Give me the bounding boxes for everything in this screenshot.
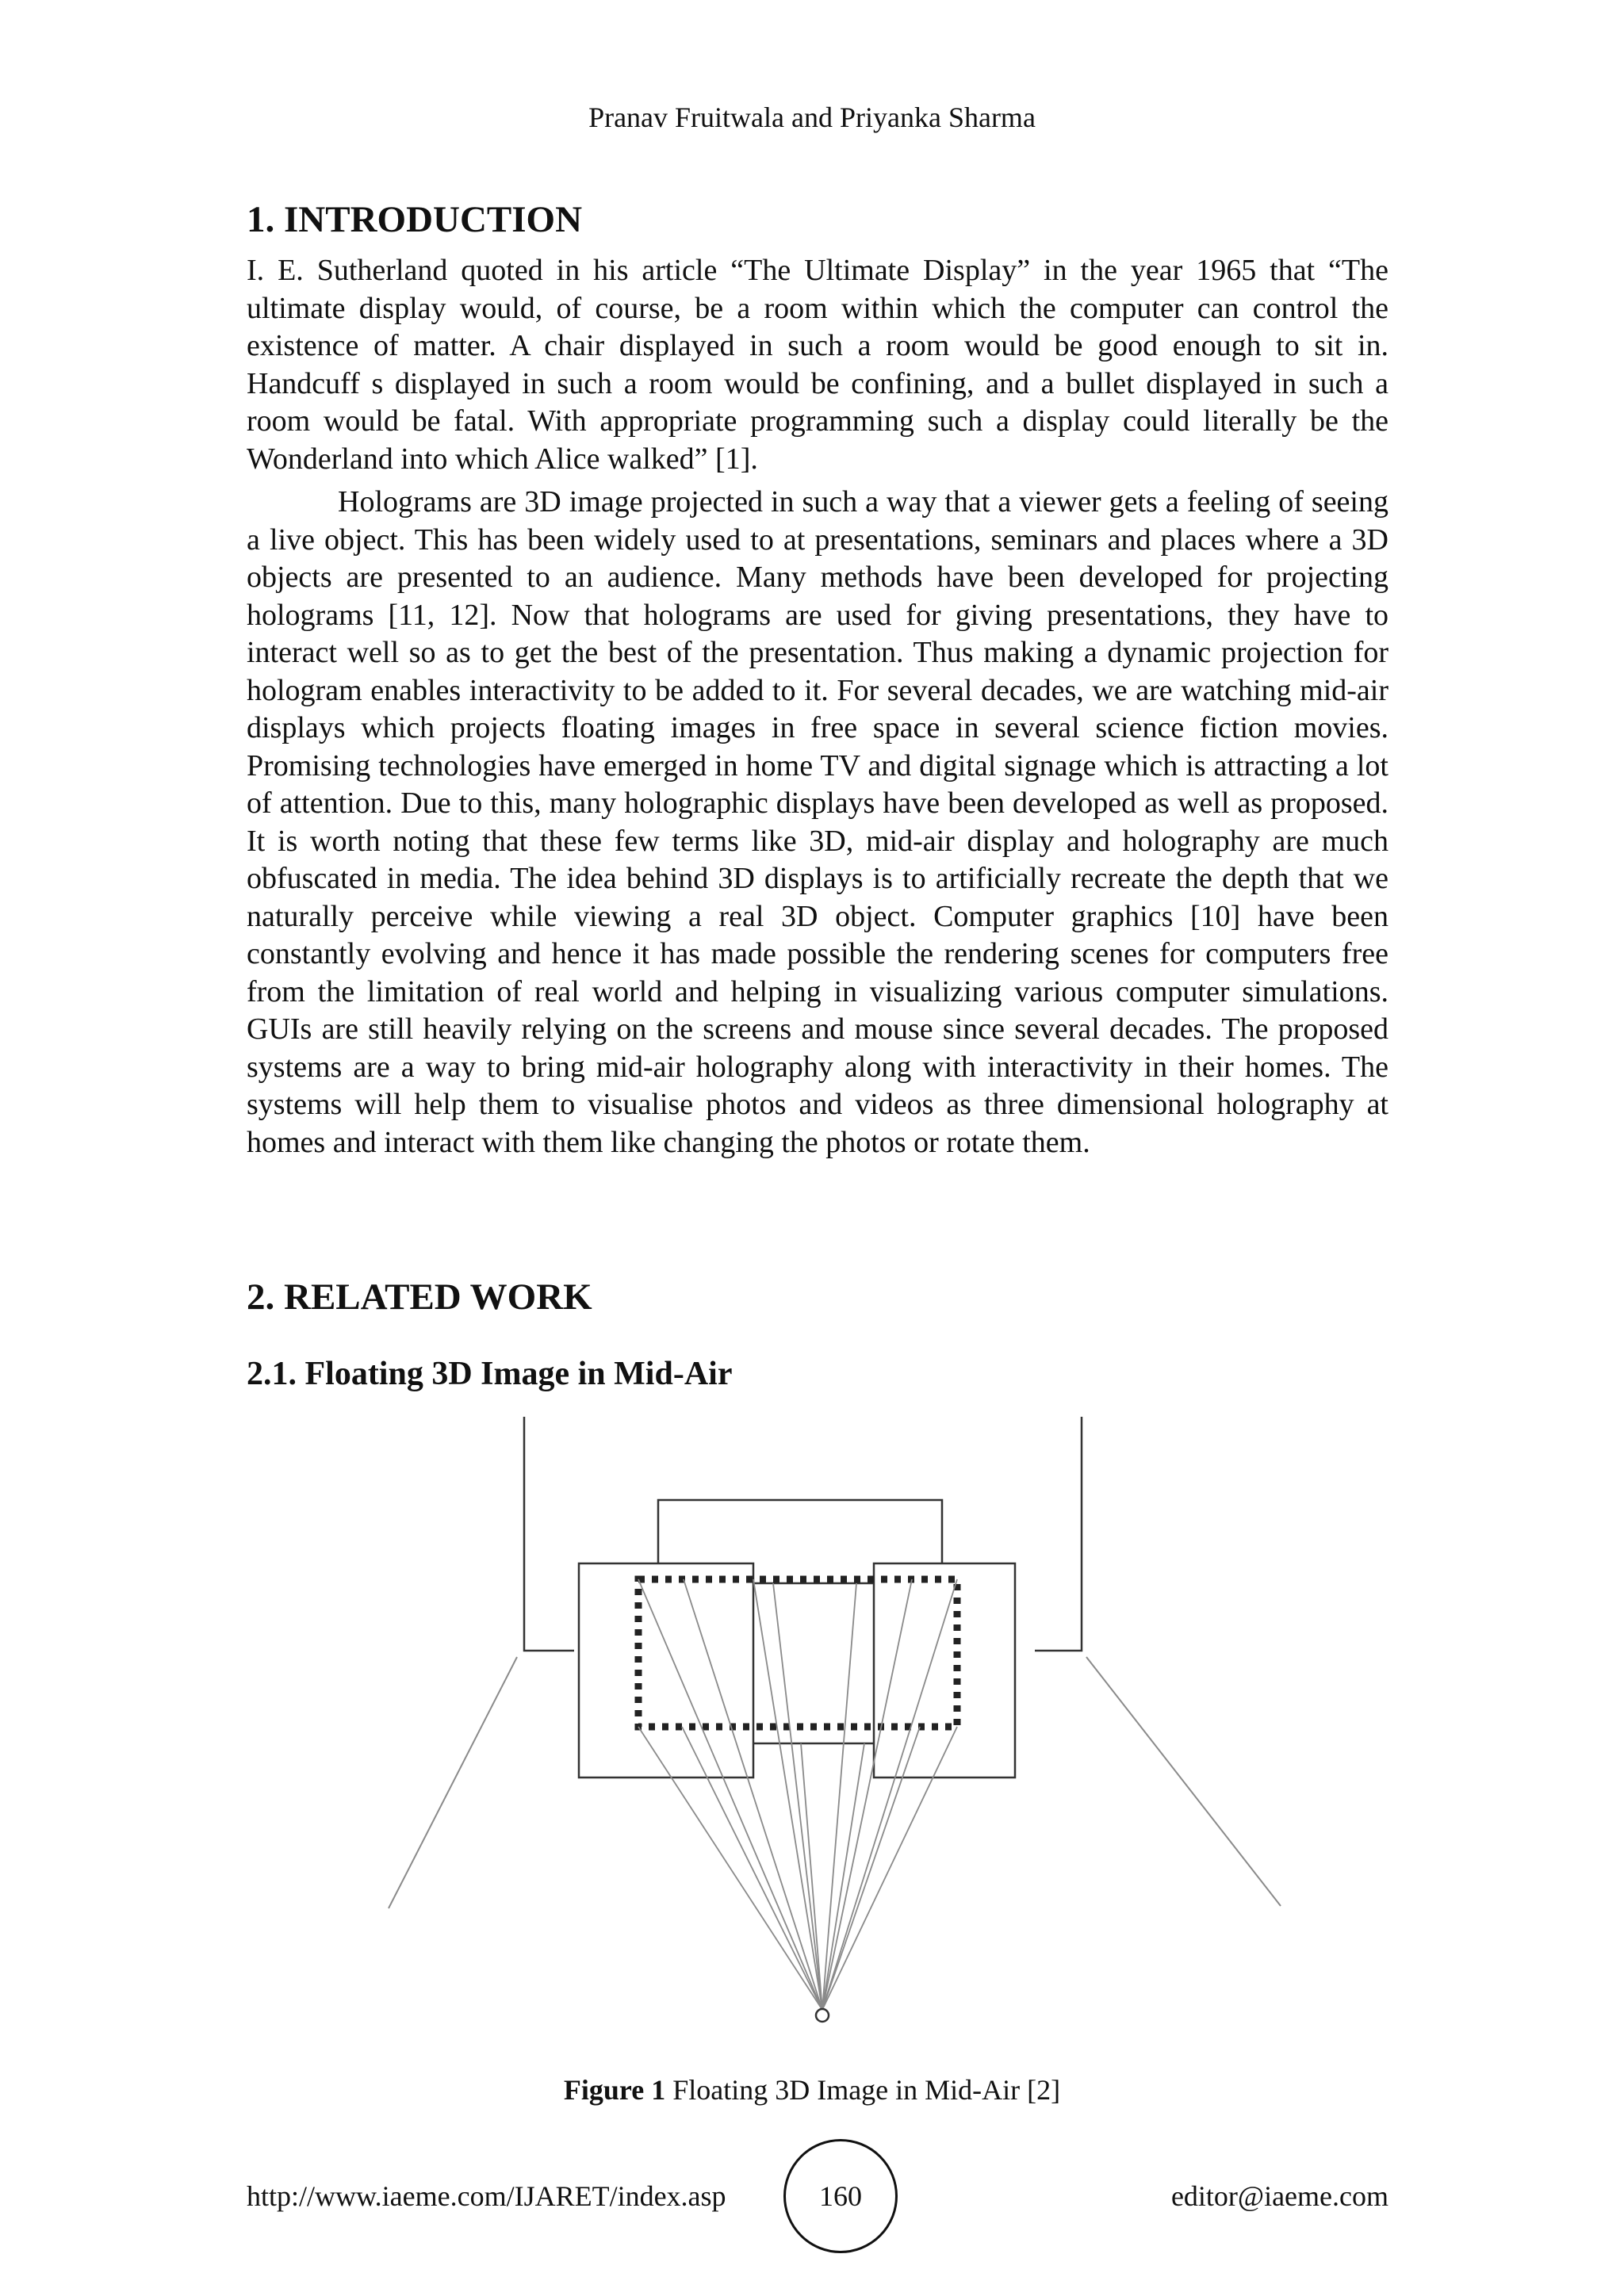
figure-caption (0, 2071, 1624, 2109)
running-header-authors: Pranav Fruitwala and Priyanka Sharma (588, 101, 1036, 133)
footer-url-link[interactable]: http://www.iaeme.com/IJARET/index.asp (247, 2180, 726, 2212)
diagram-floating-image (638, 1579, 957, 1727)
diagram-right-wall (1035, 1417, 1082, 1651)
diagram-viewer-eye (816, 2009, 829, 2022)
intro-paragraph-2: Holograms are 3D image projected in such a way that a viewer gets a feeling of seeing a live object. This has been widely used to at presentations, seminars and places where a 3D objects are presented to an audience. Many methods have been developed for projecting holograms [11, 12]. Now that holograms are used for giving presentations, they have to interact well so as to get the best of the presentation. Thus making a dynamic projection for hologram enables interactivity to be added to it. For several decades, we are watching mid-air displays which projects floating images in free space in several science fiction movies. Promising technologies have emerged in home TV and digital signage which is attracting a lot of attention. Due to this, many holographic displays have been developed as well as proposed. It is worth noting that these few terms like 3D, mid-air display and holography are much obfuscated in media. The idea behind 3D displays is to artificially recreate the depth that we naturally perceive while viewing a real 3D object. Computer graphics [10] have been constantly evolving and hence it has made possible the rendering scenes for computers free from the limitation of real world and helping in visualizing various computer simulations. GUIs are still heavily relying on the screens and mouse since several decades. The proposed systems are a way to bring mid-air holography along with interactivity in their homes. The systems will help them to visualise photos and videos as three dimensional holography at homes and interact with them like changing the photos or rotate them. (247, 485, 1388, 1159)
floating-3d-diagram (373, 1413, 1293, 2039)
figure-caption-text: Floating 3D Image in Mid-Air [2] (665, 2074, 1061, 2106)
figure-floating-3d-diagram (373, 1413, 1293, 2039)
footer-email-link[interactable]: editor@iaeme.com (1170, 2180, 1388, 2212)
page-number: 160 (819, 2180, 862, 2212)
subsection-heading-floating-3d: 2.1. Floating 3D Image in Mid-Air (247, 1356, 733, 1392)
diagram-left-panel (579, 1563, 753, 1777)
diagram-right-panel (874, 1563, 1015, 1777)
section-heading-introduction: 1. INTRODUCTION (247, 199, 583, 240)
figure-caption-label: Figure 1 (563, 2074, 666, 2106)
diagram-top-box (658, 1500, 942, 1563)
section-heading-related-work: 2. RELATED WORK (247, 1276, 592, 1318)
diagram-left-wall (524, 1417, 574, 1651)
diagram-left-floor-line (389, 1657, 517, 1908)
intro-paragraph-1: I. E. Sutherland quoted in his article “The Ultimate Display” in the year 1965 that “The ultimate display would, of course, be a room within which the computer can control the existence of matter. A chair displayed in such a room would be good enough to sit in. Handcuff s displayed in such a room would be confining, and a bullet displayed in such a room would be fatal. With appropriate programming such a display could literally be the Wonderland into which Alice walked” [1]. (247, 254, 1388, 476)
diagram-right-floor-line (1086, 1657, 1281, 1906)
page-number-badge (783, 2139, 898, 2253)
